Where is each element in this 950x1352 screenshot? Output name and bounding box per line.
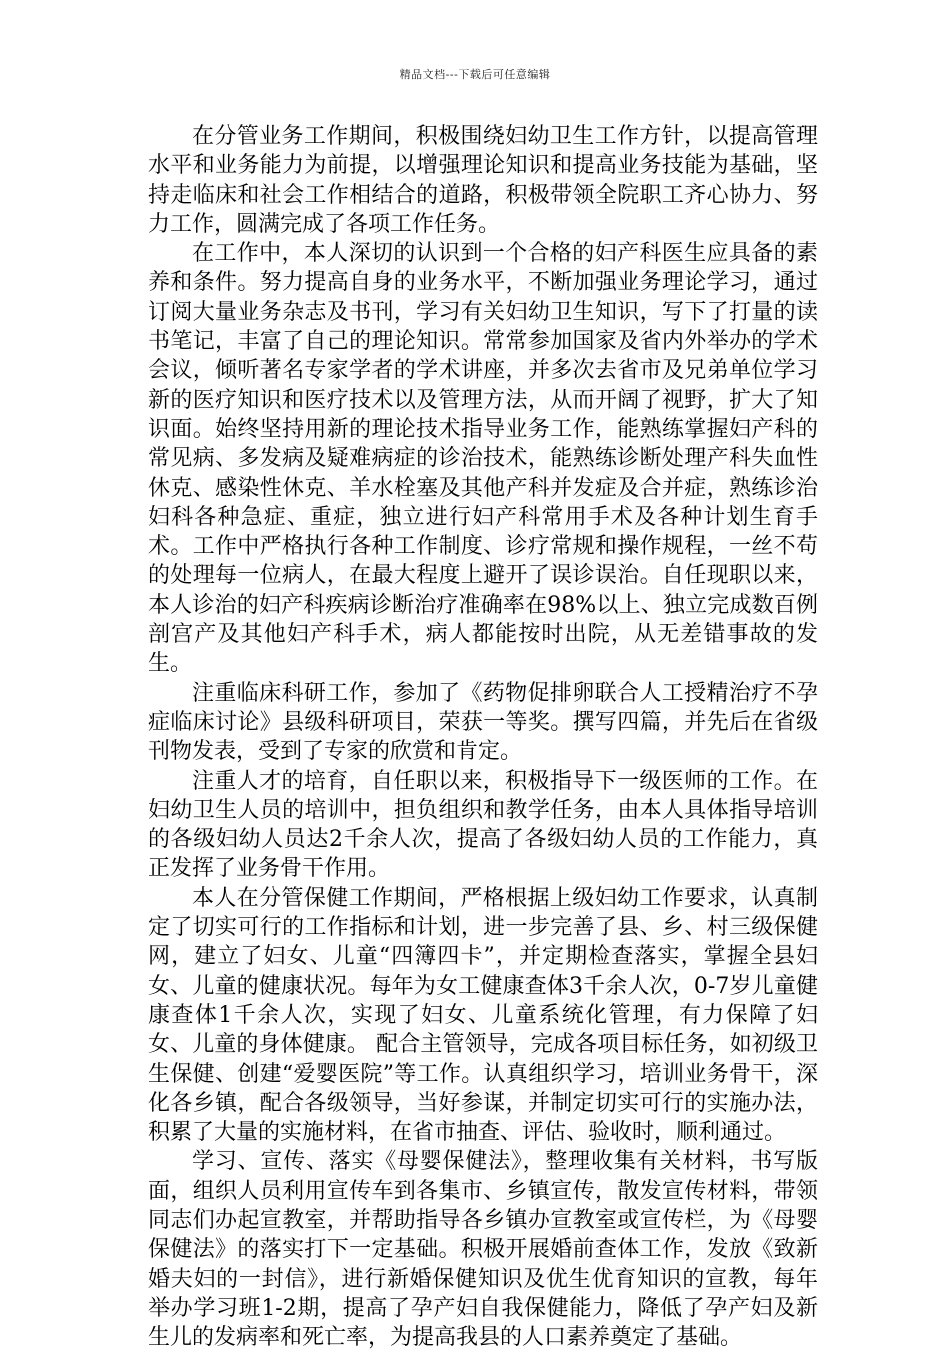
paragraph: 注重人才的培育，自任职以来，积极指导下一级医师的工作。在妇幼卫生人员的培训中，担负组织和教学任务，由本人具体指导培训的各级妇幼人员达2千余人次，提高了各级妇幼人员的工作能力，真正发挥了业务骨干作用。 <box>148 768 818 882</box>
paragraph: 在工作中，本人深切的认识到一个合格的妇产科医生应具备的素养和条件。努力提高自身的业务水平，不断加强业务理论学习，通过订阅大量业务杂志及书刊，学习有关妇幼卫生知识，写下了打量的读书笔记，丰富了自己的理论知识。常常参加国家及省内外举办的学术会议，倾听著名专家学者的学术讲座，并多次去省市及兄弟单位学习新的医疗知识和医疗技术以及管理方法，从而开阔了视野，扩大了知识面。始终坚持用新的理论技术指导业务工作，能熟练掌握妇产科的常见病、多发病及疑难病症的诊治技术，能熟练诊断处理产科失血性休克、感染性休克、羊水栓塞及其他产科并发症及合并症，熟练诊治妇科各种急症、重症，独立进行妇产科常用手术及各种计划生育手术。工作中严格执行各种工作制度、诊疗常规和操作规程，一丝不苟的处理每一位病人，在最大程度上避开了误诊误治。自任现职以来，本人诊治的妇产科疾病诊断治疗准确率在98%以上、独立完成数百例剖宫产及其他妇产科手术，病人都能按时出院，从无差错事故的发生。 <box>148 241 818 677</box>
paragraph: 本人在分管保健工作期间，严格根据上级妇幼工作要求，认真制定了切实可行的工作指标和计划，进一步完善了县、乡、村三级保健网，建立了妇女、儿童“四簿四卡”，并定期检查落实，掌握全县妇女、儿童的健康状况。每年为女工健康查体3千余人次，0-7岁儿童健康查体1千余人次，实现了妇女、儿童系统化管理，有力保障了妇女、儿童的身体健康。 配合主管领导，完成各项目标任务，如初级卫生保健、创建“爱婴医院”等工作。认真组织学习，培训业务骨干，深化各乡镇，配合各级领导，当好参谋，并制定切实可行的实施办法，积累了大量的实施材料，在省市抽查、评估、验收时，顺利通过。 <box>148 885 818 1146</box>
page-header: 精品文档---下载后可任意编辑 <box>399 68 551 81</box>
document-body <box>148 122 818 1352</box>
paragraph: 学习、宣传、落实《母婴保健法》，整理收集有关材料，书写版面，组织人员利用宣传车到各集市、乡镇宣传，散发宣传材料，带领同志们办起宣教室，并帮助指导各乡镇办宣教室或宣传栏，为《母婴保健法》的落实打下一定基础。积极开展婚前查体工作，发放《致新婚夫妇的一封信》，进行新婚保健知识及优生优育知识的宣教，每年举办学习班1-2期，提高了孕产妇自我保健能力，降低了孕产妇及新生儿的发病率和死亡率，为提高我县的人口素养奠定了基础。 <box>148 1149 818 1351</box>
paragraph: 在分管业务工作期间，积极围绕妇幼卫生工作方针，以提高管理水平和业务能力为前提，以增强理论知识和提高业务技能为基础，坚持走临床和社会工作相结合的道路，积极带领全院职工齐心协力、努力工作，圆满完成了各项工作任务。 <box>148 124 818 237</box>
paragraph: 注重临床科研工作，参加了《药物促排卵联合人工授精治疗不孕症临床讨论》县级科研项目，荣获一等奖。撰写四篇，并先后在省级刊物发表，受到了专家的欣赏和肯定。 <box>148 680 818 765</box>
